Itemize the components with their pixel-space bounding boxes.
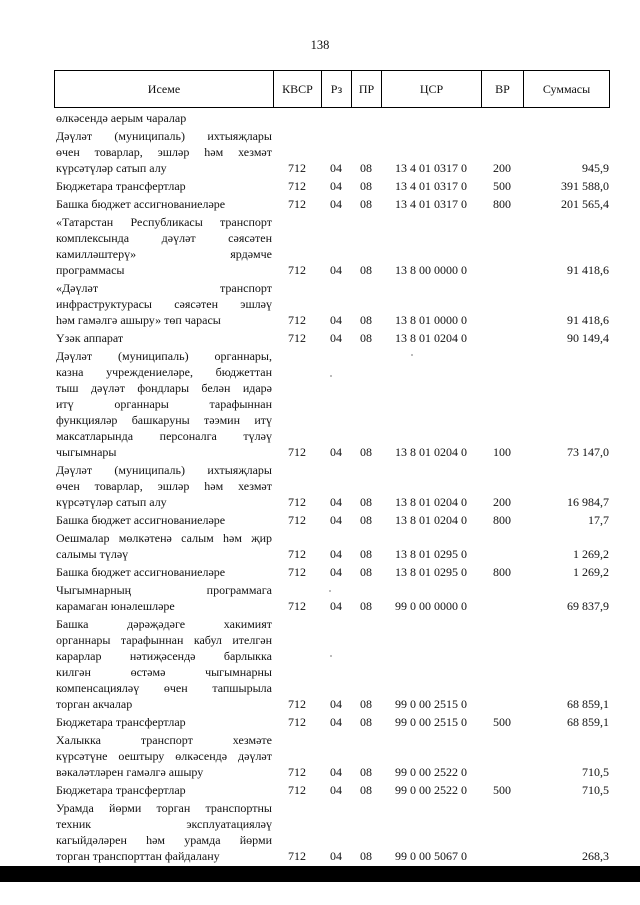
cell-kvsr: 712 (288, 161, 306, 175)
row-name-line: Бюджетара трансфертлар (56, 715, 186, 729)
cell-vr: 800 (493, 197, 511, 211)
cell-sum: 90 149,4 (567, 331, 609, 345)
table-row (54, 732, 610, 780)
row-name-line: «Татарстан Республикасы транспорт (56, 215, 272, 229)
cell-sum: 268,3 (582, 849, 609, 863)
cell-csr: 13 8 01 0000 0 (395, 313, 467, 327)
cell-vr: 500 (493, 715, 511, 729)
cell-vr: 800 (493, 565, 511, 579)
cell-pr: 08 (360, 783, 372, 797)
row-name-line: Чыгымнарның программага (56, 583, 272, 597)
row-name-line: күрсәтүне оештыру өлкәсендә дәүләт (56, 749, 272, 763)
cell-rz: 04 (330, 547, 342, 561)
table-row (54, 196, 610, 212)
cell-kvsr: 712 (288, 715, 306, 729)
cell-kvsr: 712 (288, 849, 306, 863)
row-name-line: Оешмалар мөлкәтенә салым һәм җир (56, 531, 272, 545)
row-name-line: техник эксплуатацияләү (56, 817, 272, 831)
row-name-line: карарлар нәтиҗәсендә барлыкка (56, 649, 272, 663)
row-name-line: программасы (56, 263, 125, 277)
cell-sum: 1 269,2 (573, 547, 609, 561)
cell-pr: 08 (360, 313, 372, 327)
row-name-line: итү органнары тарафыннан (56, 397, 272, 411)
table-row (54, 512, 610, 528)
cell-csr: 13 8 01 0295 0 (395, 565, 467, 579)
row-name-line: өлкәсендә аерым чаралар (56, 111, 187, 125)
row-name-line: күрсәтүләр сатып алу (56, 495, 167, 509)
cell-csr: 99 0 00 2515 0 (395, 715, 467, 729)
cell-csr: 99 0 00 2515 0 (395, 697, 467, 711)
cell-rz: 04 (330, 197, 342, 211)
row-name-line: функцияләр башкаруны тәэмин итү (56, 413, 272, 427)
row-name (56, 280, 272, 328)
scan-speck (329, 590, 331, 592)
cell-kvsr: 712 (288, 179, 306, 193)
cell-rz: 04 (330, 565, 342, 579)
row-name (56, 782, 272, 798)
row-name (56, 196, 272, 212)
cell-sum: 391 588,0 (561, 179, 609, 193)
cell-csr: 13 4 01 0317 0 (395, 179, 467, 193)
table-row (54, 178, 610, 194)
scan-border (0, 866, 640, 882)
row-name-line: Урамда йөрми торган транспортны (56, 801, 272, 815)
cell-rz: 04 (330, 161, 342, 175)
cell-kvsr: 712 (288, 547, 306, 561)
cell-vr: 800 (493, 513, 511, 527)
row-name-line: Үзәк аппарат (56, 331, 124, 345)
cell-sum: 945,9 (582, 161, 609, 175)
cell-pr: 08 (360, 445, 372, 459)
cell-vr: 200 (493, 495, 511, 509)
table-row (54, 348, 610, 460)
cell-pr: 08 (360, 179, 372, 193)
cell-pr: 08 (360, 197, 372, 211)
table-row (54, 530, 610, 562)
cell-csr: 99 0 00 2522 0 (395, 765, 467, 779)
cell-vr: 500 (493, 783, 511, 797)
cell-csr: 99 0 00 5067 0 (395, 849, 467, 863)
row-name-line: казна учреждениеләре, бюджеттан (56, 365, 272, 379)
table-row (54, 330, 610, 346)
row-name-line: тыш дәүләт фондлары белән идарә (56, 381, 272, 395)
cell-rz: 04 (330, 715, 342, 729)
row-name-line: чыгымнары (56, 445, 117, 459)
row-name (56, 582, 272, 614)
cell-csr: 13 4 01 0317 0 (395, 161, 467, 175)
table-row (54, 582, 610, 614)
cell-sum: 1 269,2 (573, 565, 609, 579)
row-name-line: Дәүләт (муниципаль) ихтыяҗлары (56, 129, 272, 143)
row-name-line: Дәүләт (муниципаль) ихтыяҗлары (56, 463, 272, 477)
row-name-line: Бюджетара трансфертлар (56, 783, 186, 797)
cell-csr: 13 8 01 0204 0 (395, 513, 467, 527)
cell-vr: 200 (493, 161, 511, 175)
row-name-line: «Дәүләт транспорт (56, 281, 272, 295)
row-name (56, 348, 272, 460)
cell-rz: 04 (330, 445, 342, 459)
cell-sum: 201 565,4 (561, 197, 609, 211)
cell-pr: 08 (360, 715, 372, 729)
row-name-line: һәм гамәлгә ашыру» төп чарасы (56, 313, 221, 327)
row-name (56, 732, 272, 780)
row-name-line: Халыкка транспорт хезмәте (56, 733, 272, 747)
cell-rz: 04 (330, 765, 342, 779)
row-name-line: күрсәтүләр сатып алу (56, 161, 167, 175)
row-name (56, 564, 272, 580)
header-pr: ПР (352, 71, 382, 107)
cell-sum: 68 859,1 (567, 715, 609, 729)
header-csr: ЦСР (382, 71, 482, 107)
row-name (56, 214, 272, 278)
row-name-line: Башка дәрәҗәдәге хакимият (56, 617, 272, 631)
table-row (54, 128, 610, 176)
table-row (54, 110, 610, 126)
row-name-line: максатларында персоналга түләү (56, 429, 272, 443)
header-kvsr: КВСР (274, 71, 322, 107)
row-name (56, 330, 272, 346)
row-name-line: комплексында дәүләт сәясәтен (56, 231, 272, 245)
table-row (54, 564, 610, 580)
row-name (56, 714, 272, 730)
cell-sum: 69 837,9 (567, 599, 609, 613)
row-name-line: камилләштерү» ярдәмче (56, 247, 272, 261)
cell-sum: 710,5 (582, 765, 609, 779)
row-name-line: Дәүләт (муниципаль) органнары, (56, 349, 272, 363)
cell-csr: 99 0 00 0000 0 (395, 599, 467, 613)
row-name-line: торган транспорттан файдалану (56, 849, 220, 863)
table-row (54, 214, 610, 278)
cell-pr: 08 (360, 495, 372, 509)
cell-kvsr: 712 (288, 513, 306, 527)
cell-kvsr: 712 (288, 331, 306, 345)
cell-kvsr: 712 (288, 445, 306, 459)
cell-rz: 04 (330, 179, 342, 193)
row-name (56, 110, 272, 126)
row-name-line: карамаган юнәлешләре (56, 599, 175, 613)
cell-kvsr: 712 (288, 765, 306, 779)
row-name-line: Башка бюджет ассигнованиеләре (56, 513, 226, 527)
row-name-line: вәкаләтләрен гамәлгә ашыру (56, 765, 204, 779)
cell-vr: 100 (493, 445, 511, 459)
cell-rz: 04 (330, 495, 342, 509)
table-row (54, 616, 610, 712)
row-name (56, 530, 272, 562)
cell-csr: 13 4 01 0317 0 (395, 197, 467, 211)
row-name-line: компенсацияләү өчен тапшырыла (56, 681, 272, 695)
cell-kvsr: 712 (288, 197, 306, 211)
row-name (56, 800, 272, 864)
cell-csr: 99 0 00 2522 0 (395, 783, 467, 797)
cell-sum: 710,5 (582, 783, 609, 797)
scan-speck (411, 354, 413, 356)
cell-kvsr: 712 (288, 697, 306, 711)
table-row (54, 800, 610, 864)
row-name-line: килгән өстәмә чыгымнарны (56, 665, 272, 679)
row-name-line: Башка бюджет ассигнованиеләре (56, 565, 226, 579)
cell-kvsr: 712 (288, 565, 306, 579)
cell-pr: 08 (360, 263, 372, 277)
row-name-line: Бюджетара трансфертлар (56, 179, 186, 193)
cell-csr: 13 8 00 0000 0 (395, 263, 467, 277)
table-row (54, 782, 610, 798)
cell-pr: 08 (360, 547, 372, 561)
cell-rz: 04 (330, 263, 342, 277)
cell-csr: 13 8 01 0295 0 (395, 547, 467, 561)
cell-kvsr: 712 (288, 263, 306, 277)
cell-pr: 08 (360, 161, 372, 175)
row-name (56, 462, 272, 510)
cell-sum: 68 859,1 (567, 697, 609, 711)
cell-sum: 73 147,0 (567, 445, 609, 459)
cell-pr: 08 (360, 765, 372, 779)
row-name (56, 128, 272, 176)
cell-sum: 91 418,6 (567, 263, 609, 277)
header-name: Исеме (55, 71, 274, 107)
row-name-line: салымы түләү (56, 547, 129, 561)
cell-csr: 13 8 01 0204 0 (395, 495, 467, 509)
cell-rz: 04 (330, 849, 342, 863)
table-row (54, 280, 610, 328)
cell-rz: 04 (330, 599, 342, 613)
table-row (54, 714, 610, 730)
cell-pr: 08 (360, 599, 372, 613)
row-name (56, 178, 272, 194)
cell-rz: 04 (330, 783, 342, 797)
cell-rz: 04 (330, 513, 342, 527)
cell-pr: 08 (360, 513, 372, 527)
row-name (56, 512, 272, 528)
scan-speck (330, 655, 332, 657)
row-name (56, 616, 272, 712)
row-name-line: кагыйдәләрен һәм урамда йөрми (56, 833, 272, 847)
cell-sum: 16 984,7 (567, 495, 609, 509)
cell-kvsr: 712 (288, 313, 306, 327)
cell-kvsr: 712 (288, 495, 306, 509)
cell-rz: 04 (330, 313, 342, 327)
row-name-line: органнары тарафыннан кабул ителгән (56, 633, 272, 647)
row-name-line: Башка бюджет ассигнованиеләре (56, 197, 226, 211)
cell-kvsr: 712 (288, 599, 306, 613)
cell-sum: 17,7 (588, 513, 609, 527)
cell-csr: 13 8 01 0204 0 (395, 331, 467, 345)
cell-sum: 91 418,6 (567, 313, 609, 327)
cell-pr: 08 (360, 331, 372, 345)
cell-vr: 500 (493, 179, 511, 193)
cell-kvsr: 712 (288, 783, 306, 797)
header-vr: ВР (482, 71, 524, 107)
header-rz: Рз (322, 71, 352, 107)
row-name-line: торган акчалар (56, 697, 133, 711)
cell-rz: 04 (330, 331, 342, 345)
table-row (54, 462, 610, 510)
scan-speck (330, 375, 332, 377)
row-name-line: өчен товарлар, эшләр һәм хезмәт (56, 145, 272, 159)
cell-pr: 08 (360, 565, 372, 579)
cell-pr: 08 (360, 697, 372, 711)
table-header (54, 70, 610, 108)
page-number: 138 (310, 38, 330, 52)
header-sum: Суммасы (542, 82, 591, 96)
row-name-line: инфраструктурасы сәясәтен эшләү (56, 297, 272, 311)
cell-csr: 13 8 01 0204 0 (395, 445, 467, 459)
cell-pr: 08 (360, 849, 372, 863)
cell-rz: 04 (330, 697, 342, 711)
row-name-line: өчен товарлар, эшләр һәм хезмәт (56, 479, 272, 493)
